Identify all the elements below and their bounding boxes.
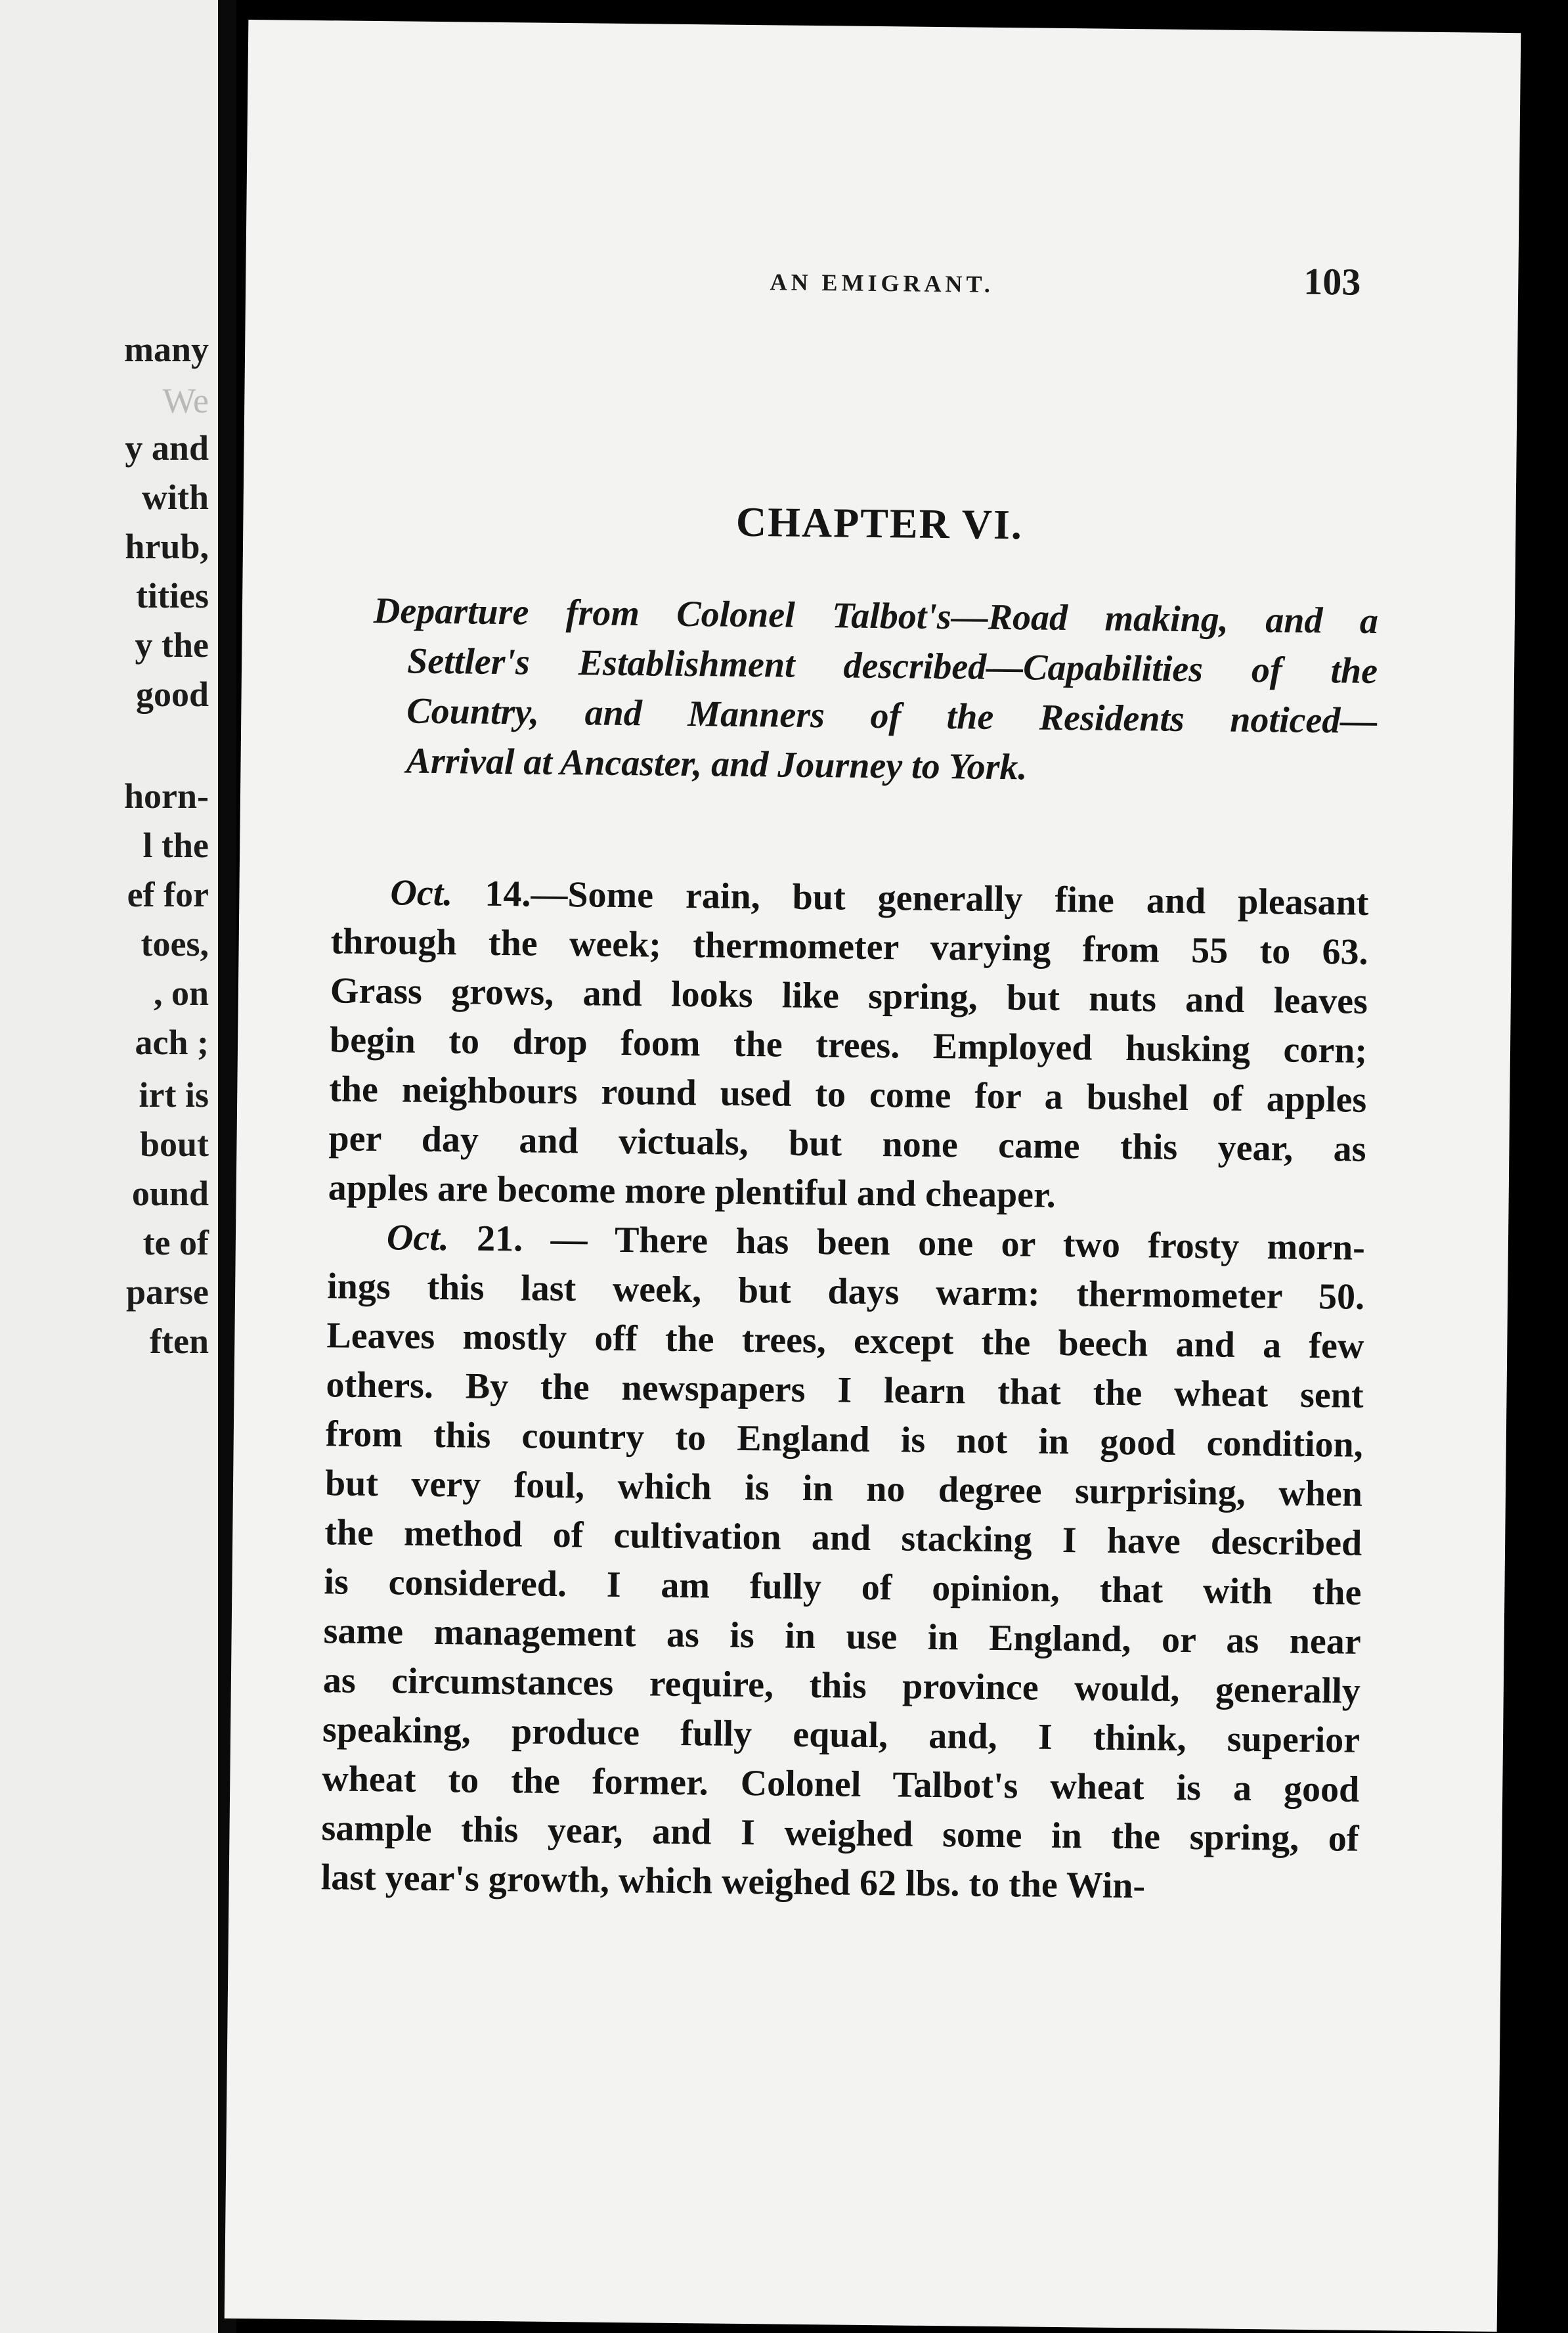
book-page (225, 20, 1521, 2332)
left-page-line: irt is (139, 1075, 209, 1115)
summary-line: Country, and Manners of the Residents noticed— (406, 690, 1378, 742)
left-page-line: ach ; (135, 1023, 209, 1062)
text-line: speaking, produce fully equal, and, I think, superior (322, 1709, 1361, 1761)
chapter-title: CHAPTER VI. (735, 498, 1024, 548)
left-page-line: toes, (141, 924, 209, 964)
left-page-line: horn- (123, 776, 209, 816)
left-page-line: , on (153, 973, 209, 1013)
summary-line: Arrival at Ancaster, and Journey to York. (406, 740, 1028, 788)
paragraph-oct-21 (320, 1212, 1365, 1913)
left-page-line: y and (125, 428, 209, 468)
running-head: AN EMIGRANT. (770, 269, 995, 298)
left-page-line: te of (142, 1223, 209, 1262)
page-number: 103 (1303, 259, 1361, 303)
text-line: wheat to the former. Colonel Talbot's wheat is a good (322, 1758, 1360, 1810)
text-line: others. By the newspapers I learn that the wheat sent (326, 1364, 1364, 1416)
text-line: ings this last week, but days warm: thermometer 50. (326, 1266, 1365, 1318)
text-line: the method of cultivation and stacking I have described (324, 1512, 1362, 1564)
text-line: apples are become more plentiful and cheaper. (328, 1167, 1056, 1216)
entry-date: Oct. (386, 1217, 450, 1259)
text-line: Grass grows, and looks like spring, but nuts and leaves (330, 970, 1368, 1022)
text-line: Leaves mostly off the trees, except the beech and a few (326, 1315, 1364, 1367)
text-line: as circumstances require, this province would, generally (322, 1660, 1361, 1712)
paragraph-oct-14 (328, 868, 1368, 1224)
left-page-line: l the (142, 826, 209, 865)
body-text (320, 868, 1368, 1913)
text-line: from this country to England is not in good condition, (325, 1413, 1364, 1465)
text-line: per day and victuals, but none came this year, as (328, 1118, 1366, 1170)
text-line: is considered. I am fully of opinion, that with the (324, 1561, 1362, 1613)
left-page-line: ften (150, 1322, 209, 1361)
text-line: last year's growth, which weighed 62 lbs. to the Win- (320, 1857, 1146, 1907)
text-line: through the week; thermometer varying from 55 to 63. (330, 921, 1368, 973)
text-line: begin to drop foom the trees. Employed husking corn; (329, 1019, 1368, 1071)
left-page-line: y the (135, 625, 209, 665)
left-page-line: good (135, 675, 209, 714)
left-page-line: We (162, 381, 209, 420)
left-page-line: ef for (127, 875, 209, 914)
left-page-line: parse (126, 1272, 209, 1312)
summary-line: Departure from Colonel Talbot's—Road making, and a (373, 590, 1379, 642)
entry-date: Oct. (390, 872, 453, 914)
left-page-line: bout (139, 1124, 209, 1164)
text-line: the neighbours round used to come for a bushel of apples (329, 1069, 1367, 1121)
chapter-summary (372, 586, 1378, 796)
text-line: same management as is in use in England, or as near (323, 1611, 1361, 1662)
summary-line: Settler's Establishment described—Capabilities of the (406, 640, 1378, 692)
left-page-line: tities (136, 576, 209, 615)
left-page-line: ound (131, 1174, 209, 1213)
left-page-line: many (123, 330, 209, 369)
text-line: but very foul, which is in no degree surprising, when (324, 1463, 1363, 1515)
left-page-line: hrub, (125, 527, 209, 566)
left-page-line: with (141, 478, 209, 517)
text-line: sample this year, and I weighed some in the spring, of (321, 1808, 1359, 1859)
left-page-edge (0, 0, 218, 2333)
text-fragment: 14.—Some rain, but generally fine and pleasant (452, 873, 1369, 923)
text-fragment: 21. — There has been one or two frosty morn- (448, 1218, 1366, 1268)
